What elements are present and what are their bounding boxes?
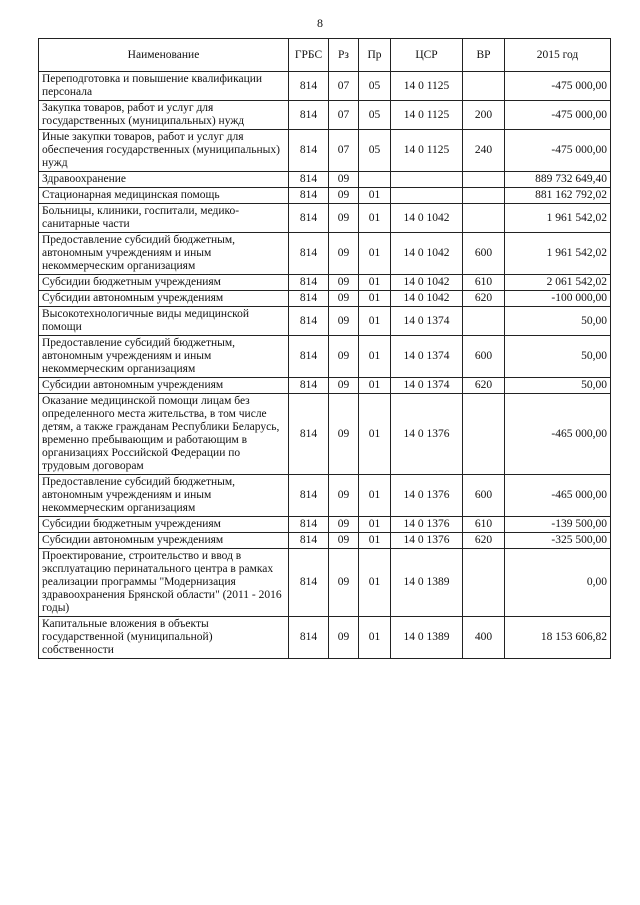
row-pr: 05 xyxy=(359,130,391,172)
row-rz: 09 xyxy=(329,204,359,233)
row-grbs: 814 xyxy=(289,378,329,394)
row-pr: 01 xyxy=(359,204,391,233)
row-vr: 610 xyxy=(463,275,505,291)
row-name: Здравоохранение xyxy=(39,172,289,188)
row-rz: 09 xyxy=(329,617,359,659)
row-csr: 14 0 1389 xyxy=(391,617,463,659)
table-row xyxy=(39,291,611,307)
header-rz: Рз xyxy=(329,39,359,72)
row-amount: 1 961 542,02 xyxy=(505,204,611,233)
row-rz: 07 xyxy=(329,130,359,172)
row-pr: 01 xyxy=(359,336,391,378)
row-grbs: 814 xyxy=(289,394,329,475)
row-amount: 881 162 792,02 xyxy=(505,188,611,204)
row-rz: 09 xyxy=(329,517,359,533)
row-vr: 610 xyxy=(463,517,505,533)
row-grbs: 814 xyxy=(289,533,329,549)
row-grbs: 814 xyxy=(289,204,329,233)
row-amount: -475 000,00 xyxy=(505,72,611,101)
table-row xyxy=(39,617,611,659)
row-name: Больницы, клиники, госпитали, медико-санитарные части xyxy=(39,204,289,233)
row-pr: 01 xyxy=(359,188,391,204)
row-name: Предоставление субсидий бюджетным, автономным учреждениям и иным некоммерческим организациям xyxy=(39,233,289,275)
table-row xyxy=(39,517,611,533)
row-name: Переподготовка и повышение квалификации персонала xyxy=(39,72,289,101)
row-name: Субсидии автономным учреждениям xyxy=(39,378,289,394)
row-vr xyxy=(463,204,505,233)
row-pr: 05 xyxy=(359,101,391,130)
row-name: Закупка товаров, работ и услуг для государственных (муниципальных) нужд xyxy=(39,101,289,130)
row-amount: 50,00 xyxy=(505,378,611,394)
row-pr: 01 xyxy=(359,233,391,275)
row-csr: 14 0 1374 xyxy=(391,336,463,378)
row-rz: 09 xyxy=(329,188,359,204)
row-name: Субсидии автономным учреждениям xyxy=(39,533,289,549)
row-pr: 01 xyxy=(359,275,391,291)
row-csr xyxy=(391,172,463,188)
row-vr: 600 xyxy=(463,233,505,275)
row-pr xyxy=(359,172,391,188)
row-amount: 2 061 542,02 xyxy=(505,275,611,291)
row-amount: 1 961 542,02 xyxy=(505,233,611,275)
row-amount: -475 000,00 xyxy=(505,101,611,130)
row-grbs: 814 xyxy=(289,475,329,517)
row-vr: 400 xyxy=(463,617,505,659)
header-name: Наименование xyxy=(39,39,289,72)
header-vr: ВР xyxy=(463,39,505,72)
row-rz: 09 xyxy=(329,172,359,188)
row-rz: 09 xyxy=(329,307,359,336)
header-amount: 2015 год xyxy=(505,39,611,72)
table-row xyxy=(39,307,611,336)
row-amount: 50,00 xyxy=(505,307,611,336)
row-vr: 200 xyxy=(463,101,505,130)
row-name: Субсидии автономным учреждениям xyxy=(39,291,289,307)
row-grbs: 814 xyxy=(289,233,329,275)
row-name: Иные закупки товаров, работ и услуг для обеспечения государственных (муниципальных) нужд xyxy=(39,130,289,172)
row-pr: 01 xyxy=(359,617,391,659)
table-row xyxy=(39,475,611,517)
row-csr: 14 0 1374 xyxy=(391,307,463,336)
row-pr: 01 xyxy=(359,475,391,517)
row-rz: 09 xyxy=(329,275,359,291)
row-name: Проектирование, строительство и ввод в эксплуатацию перинатального центра в рамках реализации программы "Модернизация здравоохранения Брянской области" (2011 - 2016 годы) xyxy=(39,549,289,617)
row-vr: 620 xyxy=(463,533,505,549)
row-vr: 620 xyxy=(463,378,505,394)
row-amount: -325 500,00 xyxy=(505,533,611,549)
table-row xyxy=(39,394,611,475)
row-pr: 01 xyxy=(359,533,391,549)
row-rz: 09 xyxy=(329,233,359,275)
row-csr: 14 0 1125 xyxy=(391,101,463,130)
row-csr: 14 0 1376 xyxy=(391,475,463,517)
table-row xyxy=(39,275,611,291)
row-csr: 14 0 1125 xyxy=(391,72,463,101)
row-csr: 14 0 1374 xyxy=(391,378,463,394)
row-csr: 14 0 1125 xyxy=(391,130,463,172)
row-grbs: 814 xyxy=(289,101,329,130)
row-grbs: 814 xyxy=(289,188,329,204)
row-grbs: 814 xyxy=(289,336,329,378)
row-vr xyxy=(463,394,505,475)
row-name: Субсидии бюджетным учреждениям xyxy=(39,517,289,533)
row-pr: 01 xyxy=(359,517,391,533)
row-pr: 01 xyxy=(359,307,391,336)
table-header-row xyxy=(39,39,611,72)
row-pr: 01 xyxy=(359,394,391,475)
row-vr xyxy=(463,172,505,188)
row-pr: 05 xyxy=(359,72,391,101)
row-name: Предоставление субсидий бюджетным, автономным учреждениям и иным некоммерческим организациям xyxy=(39,475,289,517)
row-pr: 01 xyxy=(359,549,391,617)
table-row xyxy=(39,533,611,549)
header-grbs: ГРБС xyxy=(289,39,329,72)
row-vr xyxy=(463,72,505,101)
row-rz: 09 xyxy=(329,394,359,475)
table-row xyxy=(39,233,611,275)
row-amount: 889 732 649,40 xyxy=(505,172,611,188)
header-pr: Пр xyxy=(359,39,391,72)
row-grbs: 814 xyxy=(289,307,329,336)
row-vr xyxy=(463,188,505,204)
row-name: Капитальные вложения в объекты государственной (муниципальной) собственности xyxy=(39,617,289,659)
row-rz: 09 xyxy=(329,549,359,617)
row-amount: -465 000,00 xyxy=(505,475,611,517)
row-amount: -139 500,00 xyxy=(505,517,611,533)
table-row xyxy=(39,549,611,617)
row-rz: 09 xyxy=(329,336,359,378)
table-row xyxy=(39,204,611,233)
row-amount: 18 153 606,82 xyxy=(505,617,611,659)
row-grbs: 814 xyxy=(289,517,329,533)
row-rz: 09 xyxy=(329,533,359,549)
row-pr: 01 xyxy=(359,378,391,394)
table-row xyxy=(39,172,611,188)
row-grbs: 814 xyxy=(289,617,329,659)
row-vr: 600 xyxy=(463,475,505,517)
row-csr: 14 0 1042 xyxy=(391,233,463,275)
row-csr xyxy=(391,188,463,204)
header-csr: ЦСР xyxy=(391,39,463,72)
row-name: Субсидии бюджетным учреждениям xyxy=(39,275,289,291)
row-rz: 07 xyxy=(329,101,359,130)
row-vr: 600 xyxy=(463,336,505,378)
row-name: Высокотехнологичные виды медицинской помощи xyxy=(39,307,289,336)
row-csr: 14 0 1376 xyxy=(391,394,463,475)
row-grbs: 814 xyxy=(289,72,329,101)
row-csr: 14 0 1376 xyxy=(391,517,463,533)
row-csr: 14 0 1376 xyxy=(391,533,463,549)
row-csr: 14 0 1042 xyxy=(391,291,463,307)
page-number: 8 xyxy=(317,16,323,30)
row-amount: -465 000,00 xyxy=(505,394,611,475)
table-row xyxy=(39,72,611,101)
table-row xyxy=(39,130,611,172)
row-amount: -100 000,00 xyxy=(505,291,611,307)
row-rz: 07 xyxy=(329,72,359,101)
table-row xyxy=(39,336,611,378)
row-csr: 14 0 1389 xyxy=(391,549,463,617)
table-row xyxy=(39,101,611,130)
row-pr: 01 xyxy=(359,291,391,307)
row-grbs: 814 xyxy=(289,172,329,188)
row-name: Стационарная медицинская помощь xyxy=(39,188,289,204)
row-rz: 09 xyxy=(329,291,359,307)
table-row xyxy=(39,378,611,394)
row-name: Предоставление субсидий бюджетным, автономным учреждениям и иным некоммерческим организациям xyxy=(39,336,289,378)
table-row xyxy=(39,188,611,204)
row-grbs: 814 xyxy=(289,275,329,291)
budget-table xyxy=(38,38,611,659)
row-amount: -475 000,00 xyxy=(505,130,611,172)
row-amount: 0,00 xyxy=(505,549,611,617)
row-rz: 09 xyxy=(329,378,359,394)
row-csr: 14 0 1042 xyxy=(391,204,463,233)
row-vr: 240 xyxy=(463,130,505,172)
row-vr xyxy=(463,307,505,336)
row-rz: 09 xyxy=(329,475,359,517)
row-grbs: 814 xyxy=(289,549,329,617)
row-grbs: 814 xyxy=(289,130,329,172)
row-vr xyxy=(463,549,505,617)
row-amount: 50,00 xyxy=(505,336,611,378)
row-vr: 620 xyxy=(463,291,505,307)
row-name: Оказание медицинской помощи лицам без определенного места жительства, в том числе детям, а также гражданам Республики Беларусь, временно пребывающим и работающим в организациях Российской Федерации по трудовым договорам xyxy=(39,394,289,475)
row-csr: 14 0 1042 xyxy=(391,275,463,291)
row-grbs: 814 xyxy=(289,291,329,307)
